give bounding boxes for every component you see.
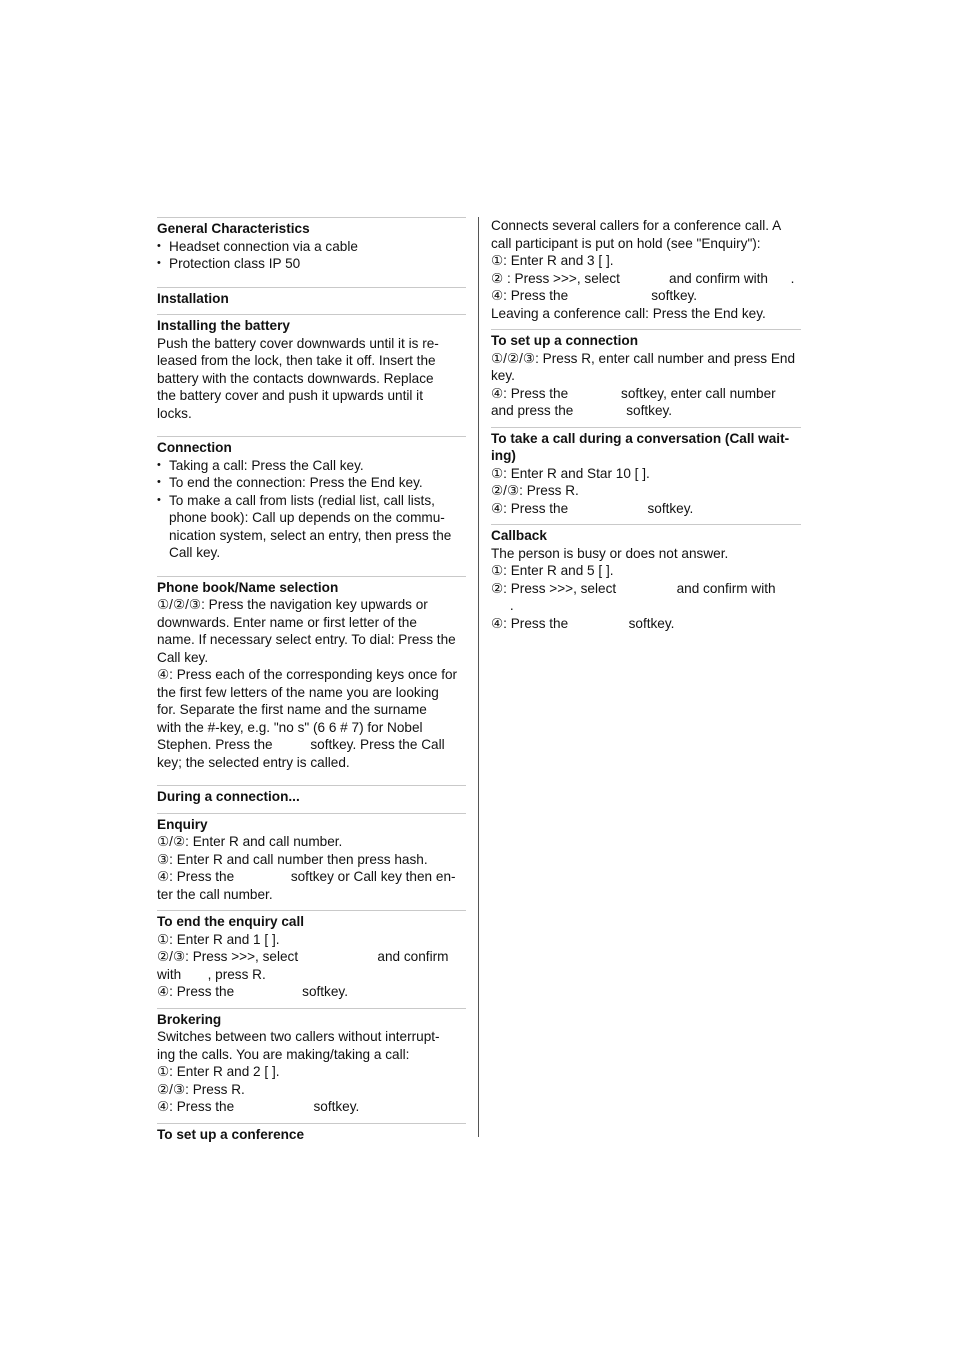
text-line: ②/③: Press R.	[157, 1081, 245, 1097]
text-line: Call key.	[169, 545, 221, 560]
text-line: and press the softkey.	[491, 403, 673, 418]
text-line: ④: Press the softkey.	[491, 500, 694, 516]
text-line: ④: Press each of the corresponding keys once for	[157, 667, 458, 682]
section-title: To take a call during a conversation (Call wait-	[491, 430, 790, 446]
text-line: Switches between two callers without interrupt-	[157, 1029, 440, 1044]
section-title: General Characteristics	[157, 221, 310, 236]
text-line: .	[491, 598, 514, 613]
section-conference-continued	[491, 217, 801, 322]
text-line: ④: Press the softkey.	[157, 984, 348, 999]
section-enquiry	[157, 813, 466, 904]
text-line: key.	[491, 368, 515, 383]
section-title: To set up a conference	[157, 1126, 305, 1142]
text-line: Call key.	[157, 649, 209, 665]
section-title: ing)	[491, 448, 516, 463]
text-line: ①: Enter R and 2 [ ].	[157, 1064, 280, 1079]
text-line: ing the calls. You are making/taking a call:	[157, 1046, 410, 1062]
text-line: Taking a call: Press the Call key.	[169, 457, 364, 473]
section-end-enquiry	[157, 910, 466, 1001]
section-title: Callback	[491, 528, 547, 543]
section-title: Brokering	[157, 1011, 222, 1027]
column-divider	[478, 217, 479, 1137]
text-line: ①/②/③: Press the navigation key upwards or	[157, 597, 428, 612]
section-title: During a connection...	[157, 789, 300, 804]
text-line: ①: Enter R and Star 10 [ ].	[491, 465, 650, 481]
text-line: Leaving a conference call: Press the End key.	[491, 305, 766, 321]
text-line: ④: Press the softkey.	[157, 1099, 360, 1114]
section-title: To set up a connection	[491, 333, 639, 348]
text-line: ①: Enter R and 5 [ ].	[491, 563, 614, 578]
text-line: ①: Enter R and 1 [ ].	[157, 931, 280, 947]
section-call-waiting	[491, 427, 801, 518]
section-installing-battery	[157, 314, 466, 422]
text-line: for. Separate the first name and the surname	[157, 702, 427, 717]
right-column	[491, 217, 801, 632]
section-title: Installing the battery	[157, 318, 290, 333]
text-line: locks.	[157, 405, 192, 421]
text-line: Push the battery cover downwards until it is re-	[157, 335, 439, 351]
list-item: • Protection class IP 50	[157, 255, 466, 273]
section-brokering	[157, 1008, 466, 1116]
text-line: ④: Press the softkey or Call key then en-	[157, 869, 456, 884]
text-line: downwards. Enter name or first letter of the	[157, 614, 417, 630]
section-title: To end the enquiry call	[157, 914, 305, 929]
list-item	[157, 474, 466, 492]
text-line: ②/③: Press R.	[491, 483, 579, 498]
list-item	[157, 492, 466, 562]
text-line: The person is busy or does not answer.	[491, 545, 729, 561]
bullet-list	[157, 238, 466, 273]
text-line: ter the call number.	[157, 886, 273, 902]
text-line: with , press R.	[157, 966, 266, 982]
section-during-connection	[157, 785, 466, 806]
bullet-list	[157, 457, 466, 562]
section-phone-book	[157, 576, 466, 772]
text-line: the first few letters of the name you are looking	[157, 684, 439, 700]
section-title: Connection	[157, 440, 232, 455]
text-line: with the #-key, e.g. "no s" (6 6 # 7) for Nobel	[157, 719, 423, 735]
text-line: battery with the contacts downwards. Replace	[157, 370, 434, 386]
text-line: ②: Press >>>, select and confirm with	[491, 580, 776, 596]
section-connection	[157, 436, 466, 562]
text-line: name. If necessary select entry. To dial: Press the	[157, 632, 456, 647]
text-line: • To make a call from lists (redial list, call lists,	[169, 492, 435, 508]
text-line: ④: Press the softkey.	[491, 615, 675, 631]
text-line: Stephen. Press the softkey. Press the Call	[157, 737, 445, 752]
text-line: call participant is put on hold (see "Enquiry"):	[491, 235, 761, 251]
text-line: nication system, select an entry, then press the	[169, 527, 452, 543]
section-title: Installation	[157, 290, 229, 306]
text-line: ①: Enter R and 3 [ ].	[491, 253, 614, 268]
text-line: ④: Press the softkey, enter call number	[491, 385, 776, 401]
section-conference	[157, 1123, 466, 1144]
text-line: Connects several callers for a conference call. A	[491, 218, 782, 233]
text-line: ② : Press >>>, select and confirm with .	[491, 270, 795, 286]
list-item: • Headset connection via a cable	[157, 238, 466, 256]
section-callback	[491, 524, 801, 632]
text-line: the battery cover and push it upwards until it	[157, 388, 423, 403]
text-line: phone book): Call up depends on the commu-	[169, 510, 445, 525]
text-line: ③: Enter R and call number then press hash.	[157, 851, 428, 867]
section-title: Phone book/Name selection	[157, 579, 339, 595]
section-setup-connection	[491, 329, 801, 420]
section-title: Enquiry	[157, 816, 208, 832]
text-line: ④: Press the softkey.	[491, 288, 698, 303]
left-column	[157, 217, 466, 1143]
section-general-characteristics	[157, 217, 466, 273]
text-line: key; the selected entry is called.	[157, 754, 350, 770]
list-item	[157, 457, 466, 475]
text-line: leased from the lock, then take it off. Insert the	[157, 353, 436, 368]
text-line: ②/③: Press >>>, select and confirm	[157, 949, 449, 964]
text-line: To end the connection: Press the End key.	[169, 475, 423, 490]
text-line: ①/②: Enter R and call number.	[157, 834, 343, 849]
text-line: ①/②/③: Press R, enter call number and press End	[491, 350, 796, 366]
section-installation	[157, 287, 466, 308]
